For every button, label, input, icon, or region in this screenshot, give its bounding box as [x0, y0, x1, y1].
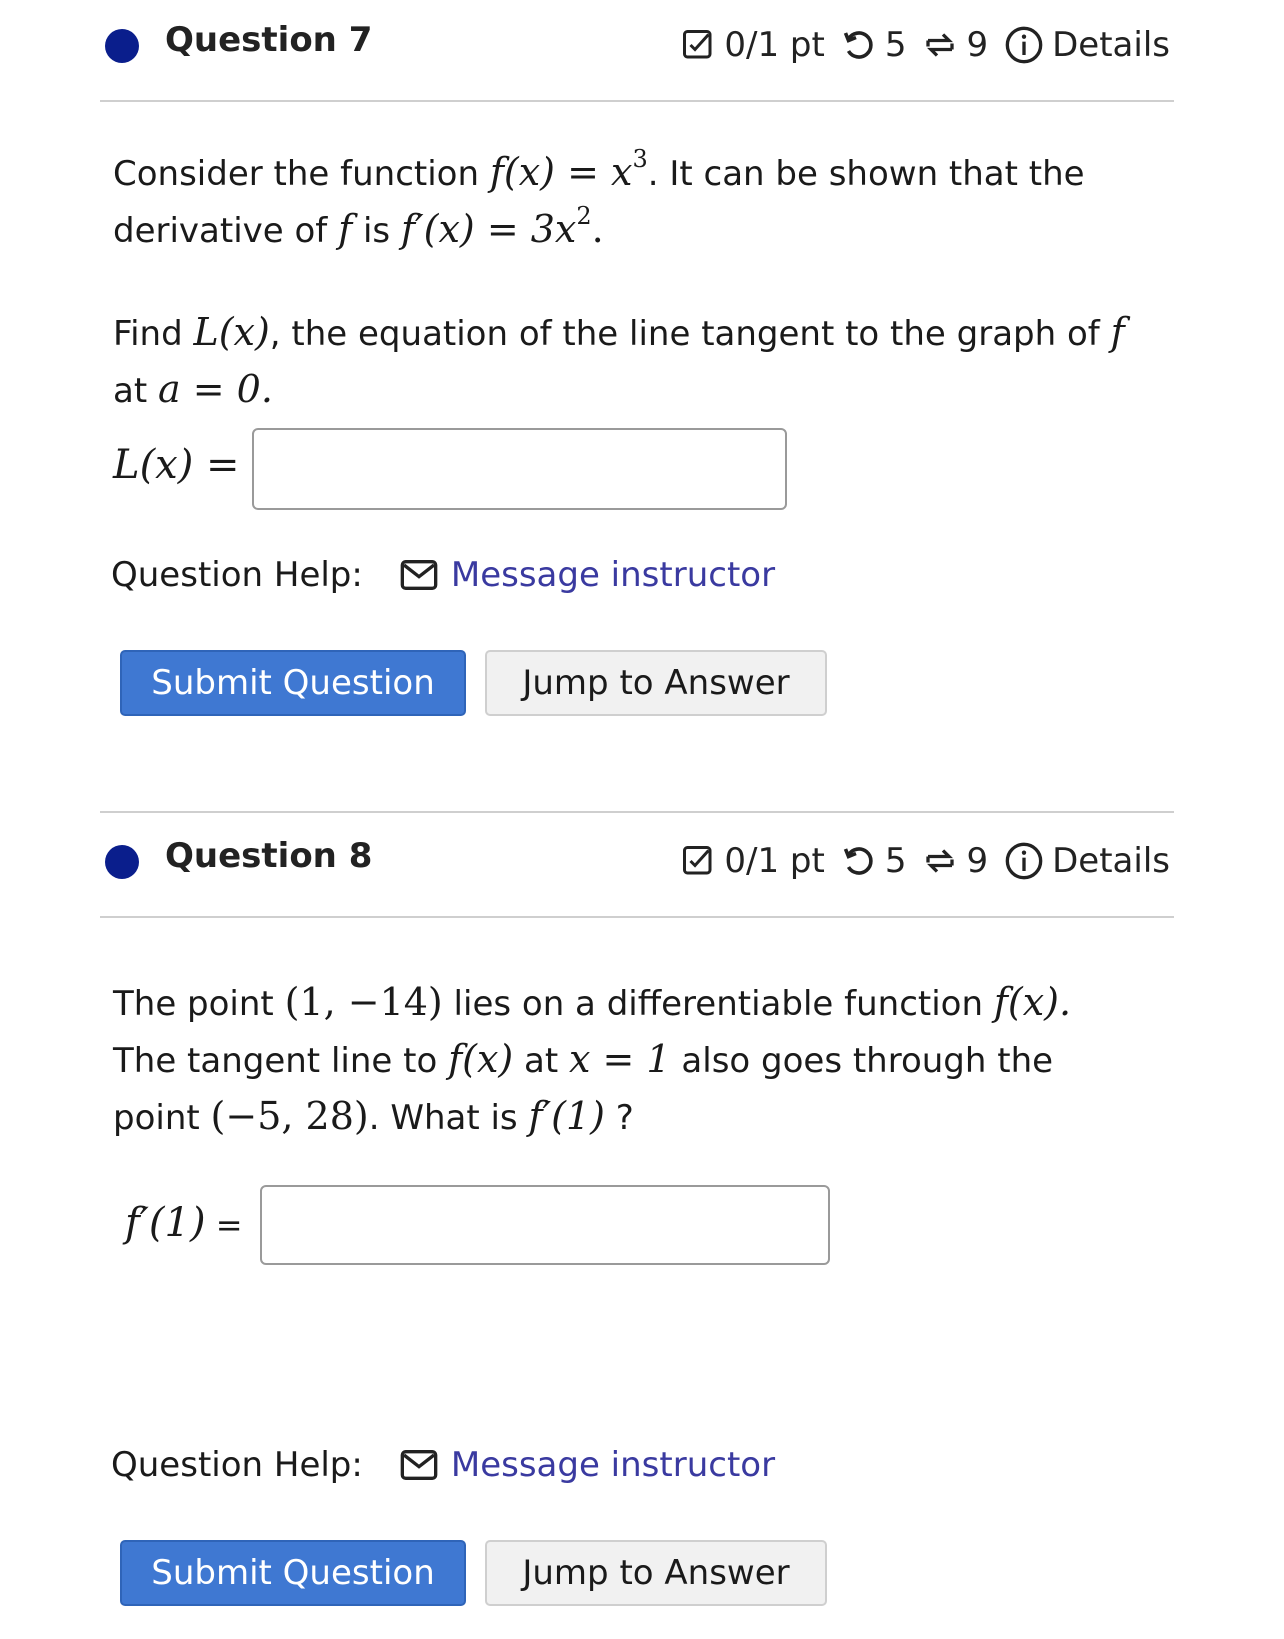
question-7-text — [113, 145, 1183, 259]
answer-input-fprime1[interactable] — [260, 1185, 830, 1265]
paragraph-line: derivative of f is $f'(x) = 3x^2$. — [113, 202, 604, 251]
divider — [100, 916, 1174, 918]
message-instructor-link[interactable]: Message instructor — [399, 555, 775, 595]
answer-label-fprime1: f′(1) = — [125, 1200, 243, 1246]
question-7-header — [100, 12, 1170, 82]
retry-icon — [841, 27, 877, 63]
attempts-icon — [922, 843, 958, 879]
answer-input-Lx[interactable] — [252, 428, 787, 510]
question-help: Question Help: Message instructor — [111, 1445, 776, 1485]
score-text: 0/1 pt — [724, 841, 825, 881]
paragraph-line: point (−5, 28). What is f′(1) ? — [113, 1094, 634, 1138]
mail-icon — [399, 1448, 439, 1482]
question-title: Question 8 — [165, 836, 373, 876]
divider — [100, 100, 1174, 102]
retry-icon — [841, 843, 877, 879]
details-link[interactable]: Details — [1052, 841, 1170, 881]
score-text: 0/1 pt — [724, 25, 825, 65]
submit-question-button[interactable]: Submit Question — [120, 1540, 466, 1606]
retries-count: 5 — [884, 841, 907, 881]
info-icon[interactable] — [1004, 841, 1044, 881]
question-meta — [680, 836, 1170, 886]
question-7-prompt — [113, 305, 1183, 419]
retries-count: 5 — [884, 25, 907, 65]
attempts-icon — [922, 27, 958, 63]
jump-to-answer-button[interactable]: Jump to Answer — [485, 1540, 827, 1606]
paragraph-line: at a = 0. — [113, 367, 273, 411]
question-help: Question Help: Message instructor — [111, 555, 776, 595]
attempts-count: 9 — [966, 841, 989, 881]
checkbox-icon — [680, 27, 716, 63]
paragraph-line: The point (1, −14) lies on a differentiable function f(x). — [113, 980, 1072, 1024]
question-8-text — [113, 975, 1183, 1146]
question-8-header — [100, 828, 1170, 898]
paragraph-line: The tangent line to f(x) at x = 1 also goes through the — [113, 1037, 1054, 1081]
submit-question-button[interactable]: Submit Question — [120, 650, 466, 716]
info-icon[interactable] — [1004, 25, 1044, 65]
divider — [100, 811, 1174, 813]
status-dot — [105, 29, 139, 63]
details-link[interactable]: Details — [1052, 25, 1170, 65]
checkbox-icon — [680, 843, 716, 879]
question-meta — [680, 20, 1170, 70]
paragraph-line: Consider the function $f(x) = x^3$. It can be shown that the — [113, 145, 1085, 194]
status-dot — [105, 845, 139, 879]
paragraph-line: Find L(x), the equation of the line tangent to the graph of f — [113, 310, 1125, 354]
answer-label-Lx: L(x) = — [113, 442, 240, 488]
attempts-count: 9 — [966, 25, 989, 65]
jump-to-answer-button[interactable]: Jump to Answer — [485, 650, 827, 716]
mail-icon — [399, 558, 439, 592]
question-title: Question 7 — [165, 20, 373, 60]
message-instructor-link[interactable]: Message instructor — [399, 1445, 775, 1485]
